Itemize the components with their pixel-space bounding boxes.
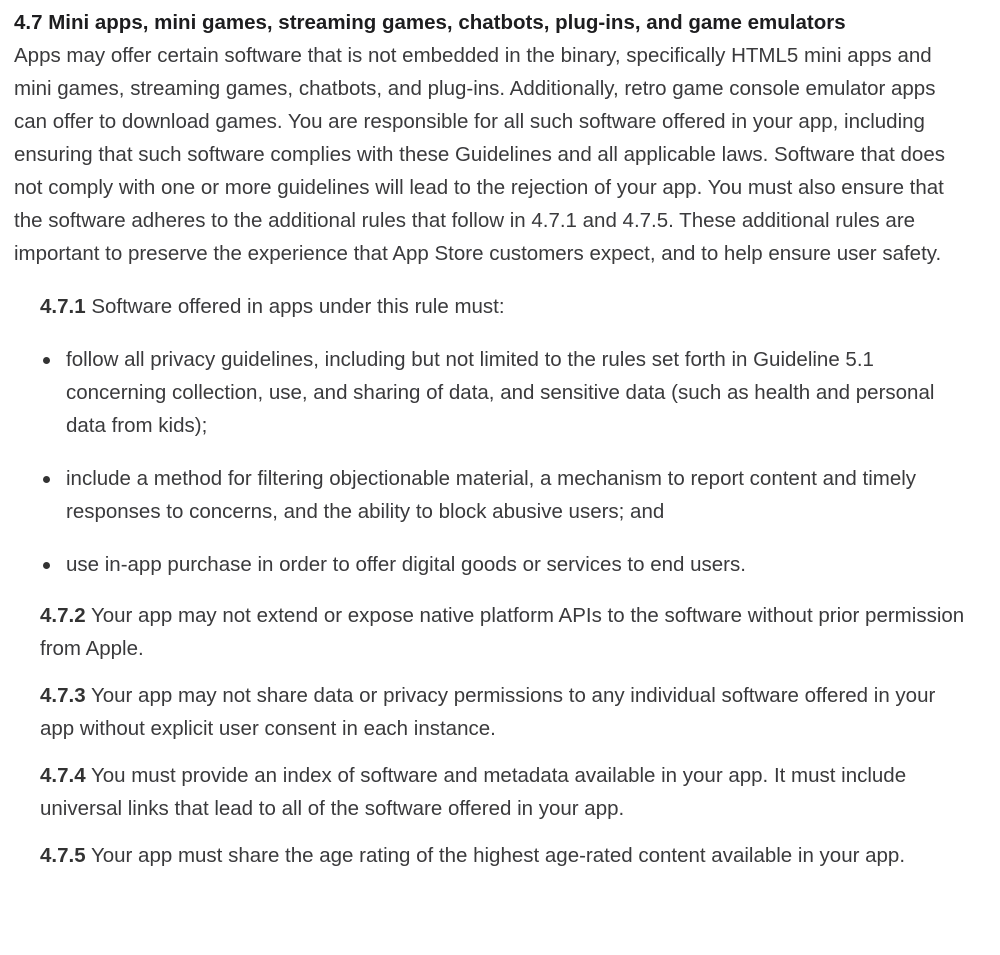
section-title: [14, 6, 972, 39]
rule-text: Your app may not extend or expose native platform APIs to the software without prior permission from Apple.: [40, 604, 965, 660]
rule-4-7-3: [40, 679, 972, 745]
list-item-text: include a method for filtering objectionable material, a mechanism to report content and timely responses to concerns, and the ability to block abusive users; and: [66, 467, 917, 523]
rule-number: 4.7.2: [40, 604, 86, 627]
rule-number: 4.7.4: [40, 764, 86, 787]
rule-4-7-4: [40, 759, 972, 825]
list-item-text: follow all privacy guidelines, including but not limited to the rules set forth in Guideline 5.1 concerning collection, use, and sharing of data, and sensitive data (such as health and personal data from kids);: [66, 348, 935, 437]
bullet-icon: [43, 562, 50, 569]
bullet-icon: [43, 357, 50, 364]
list-item: [40, 462, 972, 528]
list-item-text: use in-app purchase in order to offer digital goods or services to end users.: [66, 553, 746, 576]
rule-4-7-1: [40, 290, 972, 323]
rule-text: Software offered in apps under this rule must:: [91, 295, 505, 318]
rule-text: Your app may not share data or privacy permissions to any individual software offered in your app without explicit user consent in each instance.: [40, 684, 936, 740]
section-title-text: Mini apps, mini games, streaming games, chatbots, plug-ins, and game emulators: [48, 11, 846, 34]
list-item: [40, 548, 972, 581]
bullet-icon: [43, 476, 50, 483]
rule-text: Your app must share the age rating of the highest age-rated content available in your app.: [90, 844, 906, 867]
rule-4-7-1-list: [14, 343, 972, 581]
section-number: 4.7: [14, 11, 43, 34]
rule-4-7-2: [40, 599, 972, 665]
section-intro: Apps may offer certain software that is not embedded in the binary, specifically HTML5 mini apps and mini games, streaming games, chatbots, and plug-ins. Additionally, retro game console emulator apps can offer to download games. You are responsible for all such software offered in your app, including ensuring that such software complies with these Guidelines and all applicable laws. Software that does not comply with one or more guidelines will lead to the rejection of your app. You must also ensure that the software adheres to the additional rules that follow in 4.7.1 and 4.7.5. These additional rules are important to preserve the experience that App Store customers expect, and to help ensure user safety.: [14, 44, 945, 265]
rule-number: 4.7.5: [40, 844, 86, 867]
rule-4-7-5: [40, 839, 972, 872]
list-item: [40, 343, 972, 442]
rule-text: You must provide an index of software and metadata available in your app. It must include universal links that lead to all of the software offered in your app.: [40, 764, 907, 820]
rule-number: 4.7.1: [40, 295, 86, 318]
rule-number: 4.7.3: [40, 684, 86, 707]
